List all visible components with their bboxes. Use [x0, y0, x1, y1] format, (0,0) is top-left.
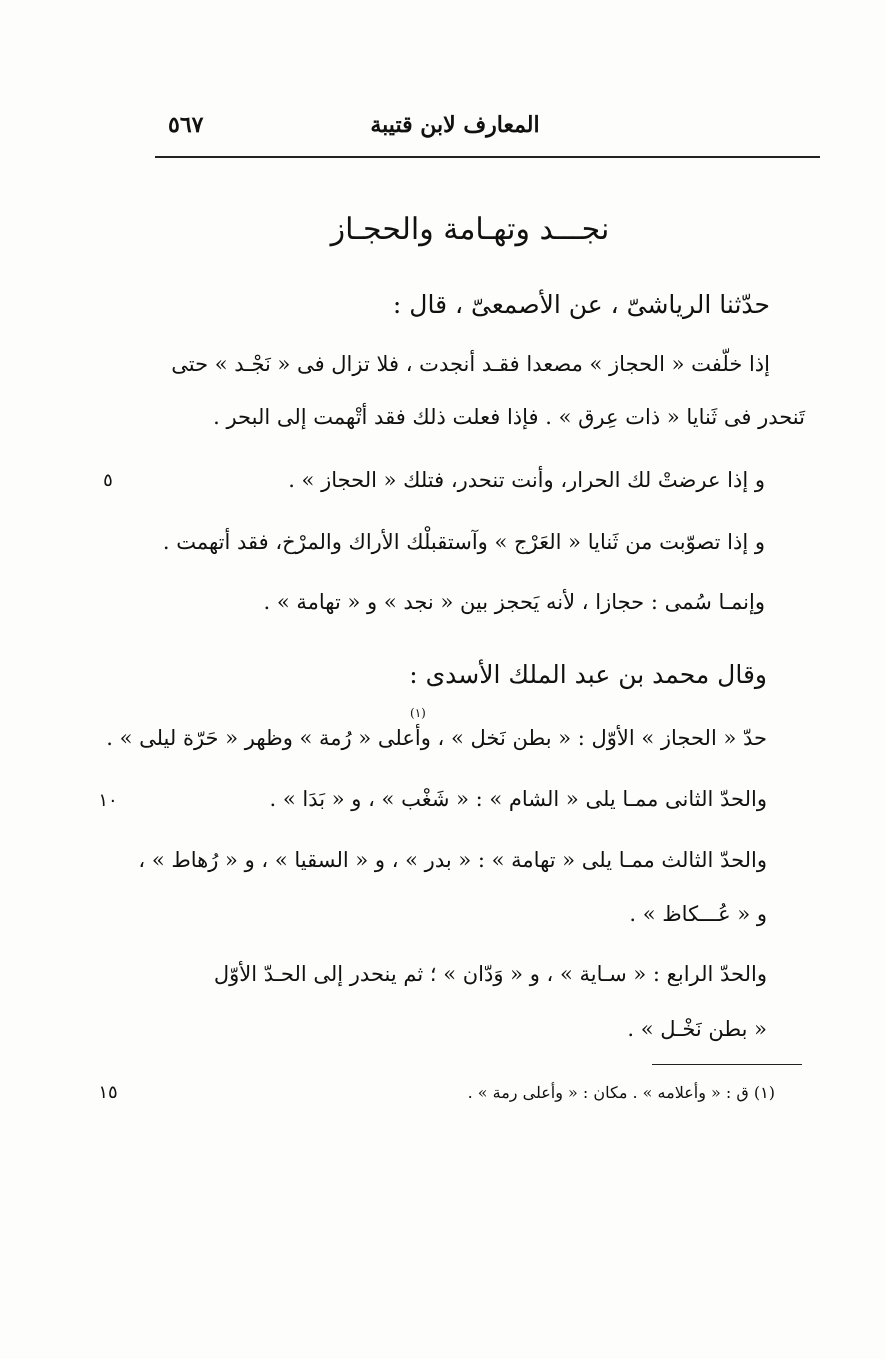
footnote-rule — [652, 1064, 802, 1065]
text-line: و « عُـــكاظ » . — [629, 902, 767, 926]
text-line: « بطن نَخْـل » . — [627, 1017, 767, 1041]
footnote: (١) ق : « وأعلامه » . مكان : « وأعلى رمة » . — [467, 1083, 775, 1102]
margin-line-number: ٥ — [103, 470, 113, 491]
margin-line-number: ١٥ — [98, 1082, 118, 1103]
running-header-title: المعارف لابن قتيبة — [370, 112, 540, 138]
text-line: إذا خلّفت « الحجاز » مصعدا فقـد أنجدت ، فلا تزال فى « نَجْـد » حتى — [171, 352, 770, 376]
header-rule — [155, 156, 820, 158]
section-title: نجـــد وتهـامة والحجـاز — [330, 212, 610, 247]
page-number: ٥٦٧ — [168, 112, 204, 138]
text-line: حدّ « الحجاز » الأوّل : « بطن نَخل » ، وأعلى « رُمة » وظهر « حَرّة ليلى » . — [106, 726, 767, 750]
margin-line-number: ١٠ — [98, 790, 118, 811]
text-line: و إذا تصوّبت من ثَنايا « العَرْج » وآستقبلْك الأراك والمرْخ، فقد أتهمت . — [162, 530, 765, 554]
text-line: و إذا عرضتْ لك الحرار، وأنت تنحدر، فتلك « الحجاز » . — [288, 468, 765, 492]
footnote-marker: (١) — [410, 706, 426, 720]
text-line: وإنمـا سُمى : حجازا ، لأنه يَحجز بين « نجد » و « تهامة » . — [263, 590, 765, 614]
text-line: تَنحدر فى ثَنايا « ذات عِرق » . فإذا فعلت ذلك فقد أتْهمت إلى البحر . — [213, 405, 805, 429]
text-line: والحدّ الثالث ممـا يلى « تهامة » : « بدر » ، و « السقيا » ، و « رُهاط » ، — [138, 848, 767, 872]
text-line: والحدّ الثانى ممـا يلى « الشام » : « شَغْب » ، و « بَدَا » . — [269, 787, 767, 811]
narration-line: وقال محمد بن عبد الملك الأسدى : — [409, 660, 767, 689]
text-line: والحدّ الرابع : « سـاية » ، و « وَدّان » ؛ ثم ينحدر إلى الحـدّ الأوّل — [213, 962, 767, 986]
narration-line: حدّثنا الرياشىّ ، عن الأصمعىّ ، قال : — [392, 290, 770, 319]
